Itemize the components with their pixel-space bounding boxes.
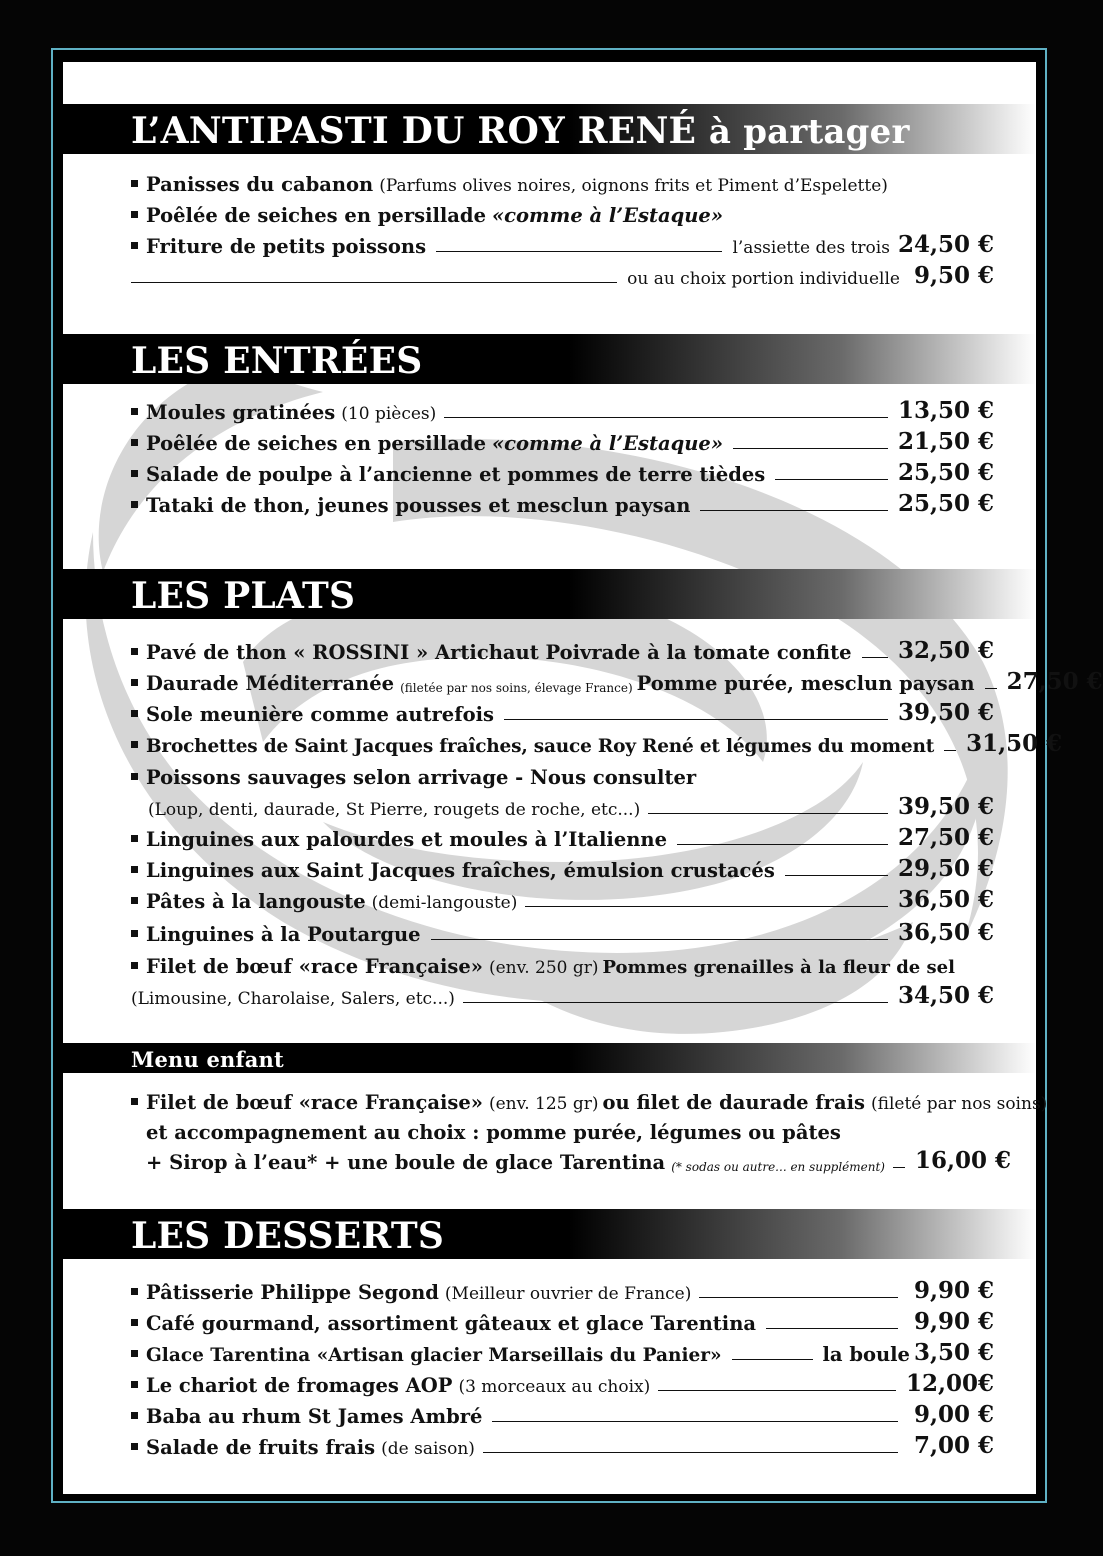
bullet-icon <box>131 648 138 655</box>
item-note: (10 pièces) <box>341 404 437 424</box>
bullet-icon <box>131 1098 138 1105</box>
menu-item <box>131 948 994 978</box>
menu-item <box>131 916 994 946</box>
item-price: 9,00 € <box>913 1401 994 1428</box>
bullet-icon <box>131 1350 138 1357</box>
menu-item <box>131 1367 994 1397</box>
item-name: Sole meunière comme autrefois <box>146 703 494 726</box>
item-price: 9,90 € <box>913 1308 994 1335</box>
item-name: Linguines aux palourdes et moules à l’Italienne <box>146 828 668 851</box>
bullet-icon <box>131 1319 138 1326</box>
item-note: (Loup, denti, daurade, St Pierre, rougets de roche, etc...) <box>148 800 641 820</box>
section-header-desserts <box>63 1209 1036 1259</box>
item-italic: «comme à l’Estaque» <box>491 204 724 227</box>
bullet-icon <box>131 773 138 780</box>
item-price: 27,50 € <box>1006 668 1103 695</box>
item-name: + Sirop à l’eau* + une boule de glace Tarentina <box>146 1151 666 1174</box>
section-header-plats <box>63 569 1036 619</box>
menu-item <box>131 425 994 455</box>
bullet-icon <box>131 866 138 873</box>
item-name: et accompagnement au choix : pomme purée, légumes ou pâtes <box>146 1121 841 1144</box>
item-name: Pavé de thon « ROSSINI » Artichaut Poivrade à la tomate confite <box>146 641 852 664</box>
menu-item <box>131 1305 994 1335</box>
leader-line <box>483 1452 898 1453</box>
item-price: 16,00 € <box>915 1147 1012 1174</box>
bullet-icon <box>131 962 138 969</box>
leader-line <box>785 875 888 876</box>
bullet-icon <box>131 679 138 686</box>
bullet-icon <box>131 470 138 477</box>
menu-item <box>146 1144 1012 1174</box>
leader-line <box>732 1359 813 1360</box>
leader-line <box>700 510 888 511</box>
menu-item <box>131 852 994 882</box>
menu-item <box>131 259 994 289</box>
menu-item <box>131 1429 994 1459</box>
item-price: 3,50 € <box>913 1339 994 1366</box>
item-label: la boule <box>822 1343 910 1366</box>
menu-item <box>131 487 994 517</box>
menu-item <box>131 228 994 258</box>
leader-line <box>463 1002 888 1003</box>
item-name: Filet de bœuf «race Française» <box>146 1091 483 1114</box>
bullet-icon <box>131 741 138 748</box>
menu-item <box>131 821 994 851</box>
leader-line <box>492 1421 898 1422</box>
item-name: Le chariot de fromages AOP <box>146 1374 453 1397</box>
bullet-icon <box>131 1443 138 1450</box>
item-price: 36,50 € <box>897 886 994 913</box>
item-price: 13,50 € <box>897 397 994 424</box>
item-price: 7,00 € <box>913 1432 994 1459</box>
leader-line <box>444 417 888 418</box>
leader-line <box>131 282 617 283</box>
menu-item <box>131 883 994 913</box>
menu-item <box>131 1274 994 1304</box>
leader-line <box>658 1390 896 1391</box>
leader-line <box>504 719 888 720</box>
item-label: l’assiette des trois <box>732 238 890 258</box>
item-note: (de saison) <box>381 1439 475 1459</box>
leader-line <box>431 939 888 940</box>
leader-line <box>436 251 722 252</box>
item-price: 34,50 € <box>897 982 994 1009</box>
menu-item <box>131 979 994 1009</box>
section-title-text: L’ANTIPASTI DU ROY RENÉ <box>131 110 697 152</box>
item-note: (demi-langouste) <box>371 893 518 913</box>
menu-item <box>131 696 994 726</box>
item-note: (filetée par nos soins, élevage France) <box>400 681 633 695</box>
menu-item <box>131 166 994 196</box>
menu-page <box>63 62 1103 1494</box>
menu-item <box>131 394 994 424</box>
menu-item <box>131 456 994 486</box>
item-price: 39,50 € <box>897 699 994 726</box>
item-name: Poêlée de seiches en persillade <box>146 204 486 227</box>
item-price: 27,50 € <box>897 824 994 851</box>
bullet-icon <box>131 835 138 842</box>
item-note: (3 morceaux au choix) <box>458 1377 651 1397</box>
item-name: Café gourmand, assortiment gâteaux et glace Tarentina <box>146 1312 757 1335</box>
item-name: Filet de bœuf «race Française» <box>146 955 483 978</box>
item-name: Baba au rhum St James Ambré <box>146 1405 483 1428</box>
item-name: Salade de fruits frais <box>146 1436 376 1459</box>
item-price: 25,50 € <box>897 459 994 486</box>
item-name: Pâtes à la langouste <box>146 890 366 913</box>
section-subtitle: à partager <box>708 112 910 152</box>
item-price: 9,90 € <box>913 1277 994 1304</box>
item-name: Panisses du cabanon <box>146 173 374 196</box>
leader-line <box>862 657 888 658</box>
menu-item <box>146 1114 1009 1144</box>
menu-item <box>131 634 994 664</box>
section-title <box>131 110 910 152</box>
bullet-icon <box>131 710 138 717</box>
leader-line <box>525 906 888 907</box>
item-name: Tataki de thon, jeunes pousses et mesclun paysan <box>146 494 691 517</box>
item-name: Linguines aux Saint Jacques fraîches, émulsion crustacés <box>146 859 775 882</box>
menu-item <box>131 727 1063 757</box>
bullet-icon <box>131 930 138 937</box>
item-note: (Limousine, Charolaise, Salers, etc...) <box>131 989 455 1009</box>
item-price: 25,50 € <box>897 490 994 517</box>
leader-line <box>733 448 888 449</box>
bullet-icon <box>131 1381 138 1388</box>
leader-line <box>648 813 888 814</box>
bullet-icon <box>131 180 138 187</box>
section-header-entrees <box>63 334 1036 384</box>
leader-line <box>893 1167 905 1168</box>
item-note: (Meilleur ouvrier de France) <box>444 1284 692 1304</box>
bullet-icon <box>131 211 138 218</box>
menu-item <box>131 197 994 227</box>
item-note: (env. 125 gr) <box>488 1094 599 1114</box>
menu-item <box>131 665 1103 695</box>
bullet-icon <box>131 439 138 446</box>
bullet-icon <box>131 1412 138 1419</box>
item-price: 9,50 € <box>913 262 994 289</box>
item-price: 12,00€ <box>905 1370 994 1397</box>
bullet-icon <box>131 242 138 249</box>
leader-line <box>775 479 888 480</box>
item-price: 39,50 € <box>897 793 994 820</box>
item-name-extra: Pomme purée, mesclun paysan <box>636 672 975 695</box>
section-title: LES ENTRÉES <box>131 340 423 382</box>
item-note: (* sodas ou autre... en supplément) <box>671 1160 885 1174</box>
item-name: Friture de petits poissons <box>146 235 427 258</box>
leader-line <box>944 750 956 751</box>
item-label: ou au choix portion individuelle <box>627 269 900 289</box>
item-price: 36,50 € <box>897 919 994 946</box>
section-title: LES PLATS <box>131 575 356 617</box>
bullet-icon <box>131 897 138 904</box>
item-name: Pâtisserie Philippe Segond <box>146 1281 439 1304</box>
item-price: 29,50 € <box>897 855 994 882</box>
leader-line <box>985 688 997 689</box>
leader-line <box>677 844 888 845</box>
bullet-icon <box>131 408 138 415</box>
item-price: 21,50 € <box>897 428 994 455</box>
item-name: Poêlée de seiches en persillade <box>146 432 486 455</box>
item-price: 24,50 € <box>897 231 994 258</box>
section-title: LES DESSERTS <box>131 1215 445 1257</box>
leader-line <box>699 1297 898 1298</box>
menu-item <box>131 1084 1048 1114</box>
item-note-extra: (fileté par nos soins) <box>870 1094 1048 1114</box>
item-note: (Parfums olives noires, oignons frits et Piment d’Espelette) <box>379 176 888 196</box>
item-name: Brochettes de Saint Jacques fraîches, sauce Roy René et légumes du moment <box>146 736 935 757</box>
item-note: (env. 250 gr) <box>488 958 599 978</box>
item-name-extra: Pommes grenailles à la fleur de sel <box>602 957 955 978</box>
bullet-icon <box>131 1288 138 1295</box>
item-name: Linguines à la Poutargue <box>146 923 421 946</box>
bullet-icon <box>131 501 138 508</box>
item-name-extra: ou filet de daurade frais <box>602 1091 865 1114</box>
item-price: 31,50 € <box>966 730 1063 757</box>
item-italic: «comme à l’Estaque» <box>491 432 724 455</box>
menu-item <box>131 1336 994 1366</box>
item-price: 32,50 € <box>897 637 994 664</box>
section-header-antipasti <box>63 104 1036 154</box>
section-header-enfant <box>63 1043 1036 1073</box>
item-name: Poissons sauvages selon arrivage - Nous consulter <box>146 766 697 789</box>
item-name: Daurade Méditerranée <box>146 672 395 695</box>
menu-item <box>131 1398 994 1428</box>
item-name: Moules gratinées <box>146 401 336 424</box>
item-name: Salade de poulpe à l’ancienne et pommes de terre tièdes <box>146 463 766 486</box>
leader-line <box>766 1328 898 1329</box>
item-name: Glace Tarentina «Artisan glacier Marseillais du Panier» <box>146 1345 722 1366</box>
menu-item <box>148 790 994 820</box>
menu-item <box>131 759 994 789</box>
section-title: Menu enfant <box>131 1047 284 1072</box>
